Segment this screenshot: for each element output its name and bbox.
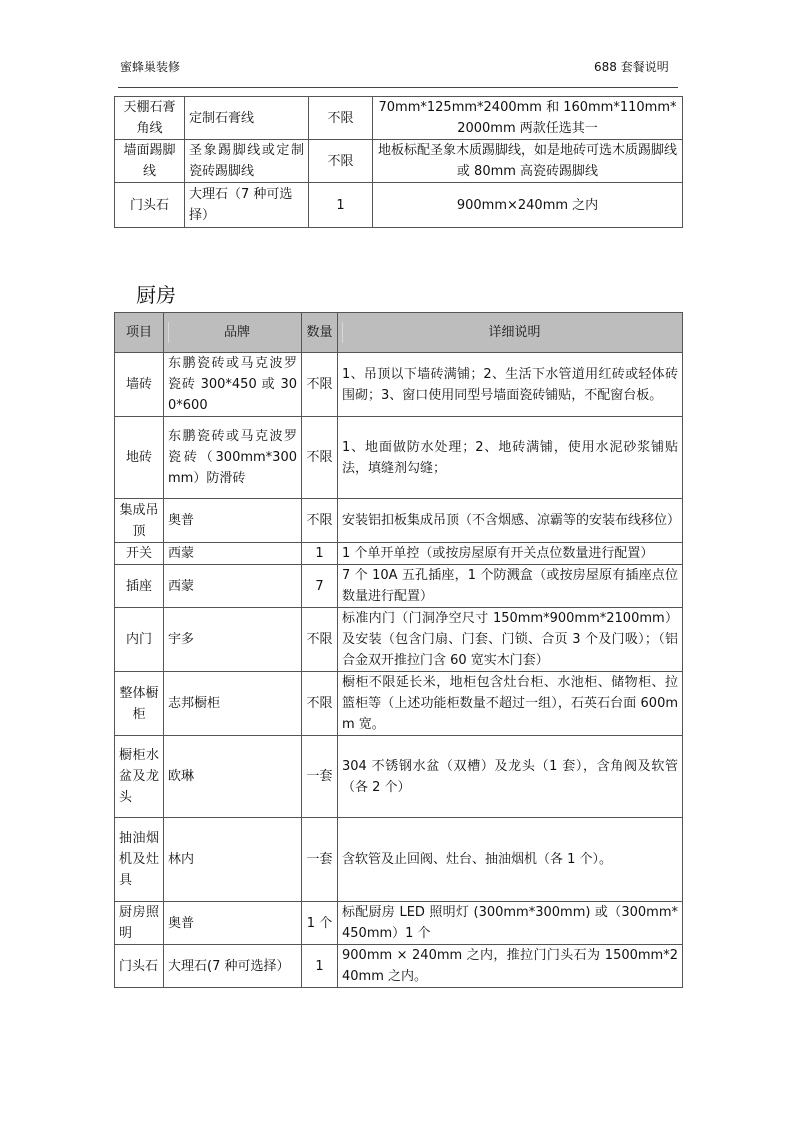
header-right: 688 套餐说明 bbox=[594, 60, 669, 74]
kitchen-table bbox=[114, 312, 683, 988]
table-row bbox=[115, 902, 683, 945]
detail-cell: 1、吊顶以下墙砖满铺；2、生活下水管道用红砖或轻体砖围砌；3、窗口使用同型号墙面瓷砖铺贴，不配窗台板。 bbox=[338, 353, 683, 417]
brand-cell: 大理石(7 种可选择） bbox=[164, 945, 302, 988]
section-title: 厨房 bbox=[136, 283, 176, 307]
detail-cell: 地板标配圣象木质踢脚线，如是地砖可选木质踢脚线或 80mm 高瓷砖踢脚线 bbox=[373, 140, 683, 183]
col-header-item: 项目 bbox=[115, 313, 164, 353]
detail-cell: 900mm × 240mm 之内，推拉门门头石为 1500mm*240mm 之内。 bbox=[338, 945, 683, 988]
detail-cell: 标准内门（门洞净空尺寸 150mm*900mm*2100mm）及安装（包含门扇、门套、门锁、合页 3 个及门吸）；（铝合金双开推拉门含 60 宽实木门套） bbox=[338, 608, 683, 672]
detail-cell: 900mm×240mm 之内 bbox=[373, 183, 683, 228]
qty-cell: 1 bbox=[309, 183, 373, 228]
qty-cell: 不限 bbox=[309, 97, 373, 140]
detail-cell: 含软管及止回阀、灶台、抽油烟机（各 1 个）。 bbox=[338, 818, 683, 902]
brand-cell: 奥普 bbox=[164, 499, 302, 543]
qty-cell: 不限 bbox=[302, 353, 338, 417]
table-row bbox=[115, 417, 683, 499]
col-header-qty: 数量 bbox=[302, 313, 338, 353]
item-cell: 天棚石膏角线 bbox=[115, 97, 185, 140]
table-row bbox=[115, 672, 683, 736]
qty-cell: 不限 bbox=[309, 140, 373, 183]
detail-cell: 标配厨房 LED 照明灯 (300mm*300mm) 或（300mm*450mm）1 个 bbox=[338, 902, 683, 945]
brand-cell: 志邦橱柜 bbox=[164, 672, 302, 736]
qty-cell: 1 个 bbox=[302, 902, 338, 945]
item-cell: 厨房照明 bbox=[115, 902, 164, 945]
table-row bbox=[115, 353, 683, 417]
col-header-brand bbox=[164, 313, 302, 353]
table-row bbox=[115, 183, 683, 228]
detail-cell: 70mm*125mm*2400mm 和 160mm*110mm*2000mm 两款任选其一 bbox=[373, 97, 683, 140]
qty-cell: 不限 bbox=[302, 499, 338, 543]
header-left: 蜜蜂巢装修 bbox=[120, 60, 181, 74]
detail-cell: 7 个 10A 五孔插座，1 个防溅盒（或按房屋原有插座点位数量进行配置） bbox=[338, 565, 683, 608]
table-row bbox=[115, 945, 683, 988]
item-cell: 门头石 bbox=[115, 183, 185, 228]
item-cell: 橱柜水盆及龙头 bbox=[115, 736, 164, 818]
detail-cell: 1、地面做防水处理；2、地砖满铺，使用水泥砂浆铺贴法，填缝剂勾缝； bbox=[338, 417, 683, 499]
brand-cell: 西蒙 bbox=[164, 565, 302, 608]
item-cell: 墙面踢脚线 bbox=[115, 140, 185, 183]
qty-cell: 7 bbox=[302, 565, 338, 608]
brand-cell: 东鹏瓷砖或马克波罗瓷砖 300*450 或 300*600 bbox=[164, 353, 302, 417]
table-row bbox=[115, 818, 683, 902]
item-cell: 抽油烟机及灶具 bbox=[115, 818, 164, 902]
brand-cell: 西蒙 bbox=[164, 543, 302, 565]
item-cell: 内门 bbox=[115, 608, 164, 672]
table-row bbox=[115, 565, 683, 608]
brand-cell: 欧琳 bbox=[164, 736, 302, 818]
item-cell: 门头石 bbox=[115, 945, 164, 988]
table-row bbox=[115, 97, 683, 140]
qty-cell: 一套 bbox=[302, 818, 338, 902]
qty-cell: 一套 bbox=[302, 736, 338, 818]
col-header-detail-label: 详细说明 bbox=[342, 322, 678, 343]
item-cell: 插座 bbox=[115, 565, 164, 608]
detail-cell: 橱柜不限延长米，地柜包含灶台柜、水池柜、储物柜、拉篮柜等（上述功能柜数量不超过一组），石英石台面 600mm 宽。 bbox=[338, 672, 683, 736]
item-cell: 整体橱柜 bbox=[115, 672, 164, 736]
header-divider bbox=[118, 87, 678, 88]
qty-cell: 不限 bbox=[302, 608, 338, 672]
table-row bbox=[115, 736, 683, 818]
table-row bbox=[115, 140, 683, 183]
table-row bbox=[115, 608, 683, 672]
brand-cell: 奥普 bbox=[164, 902, 302, 945]
brand-cell: 宇多 bbox=[164, 608, 302, 672]
top-table bbox=[114, 96, 683, 228]
item-cell: 地砖 bbox=[115, 417, 164, 499]
item-cell: 墙砖 bbox=[115, 353, 164, 417]
brand-cell: 定制石膏线 bbox=[185, 97, 309, 140]
brand-cell: 东鹏瓷砖或马克波罗瓷砖（300mm*300mm）防滑砖 bbox=[164, 417, 302, 499]
detail-cell: 1 个单开单控（或按房屋原有开关点位数量进行配置） bbox=[338, 543, 683, 565]
brand-cell: 圣象踢脚线或定制瓷砖踢脚线 bbox=[185, 140, 309, 183]
detail-cell: 安装铝扣板集成吊顶（不含烟感、凉霸等的安装布线移位） bbox=[338, 499, 683, 543]
col-header-brand-label: 品牌 bbox=[168, 322, 297, 343]
item-cell: 集成吊顶 bbox=[115, 499, 164, 543]
item-cell: 开关 bbox=[115, 543, 164, 565]
qty-cell: 不限 bbox=[302, 672, 338, 736]
qty-cell: 1 bbox=[302, 543, 338, 565]
qty-cell: 1 bbox=[302, 945, 338, 988]
brand-cell: 林内 bbox=[164, 818, 302, 902]
col-header-detail bbox=[338, 313, 683, 353]
detail-cell: 304 不锈钢水盆（双槽）及龙头（1 套），含角阀及软管（各 2 个） bbox=[338, 736, 683, 818]
table-header-row bbox=[115, 313, 683, 353]
table-row bbox=[115, 543, 683, 565]
qty-cell: 不限 bbox=[302, 417, 338, 499]
table-row bbox=[115, 499, 683, 543]
brand-cell: 大理石（7 种可选择） bbox=[185, 183, 309, 228]
